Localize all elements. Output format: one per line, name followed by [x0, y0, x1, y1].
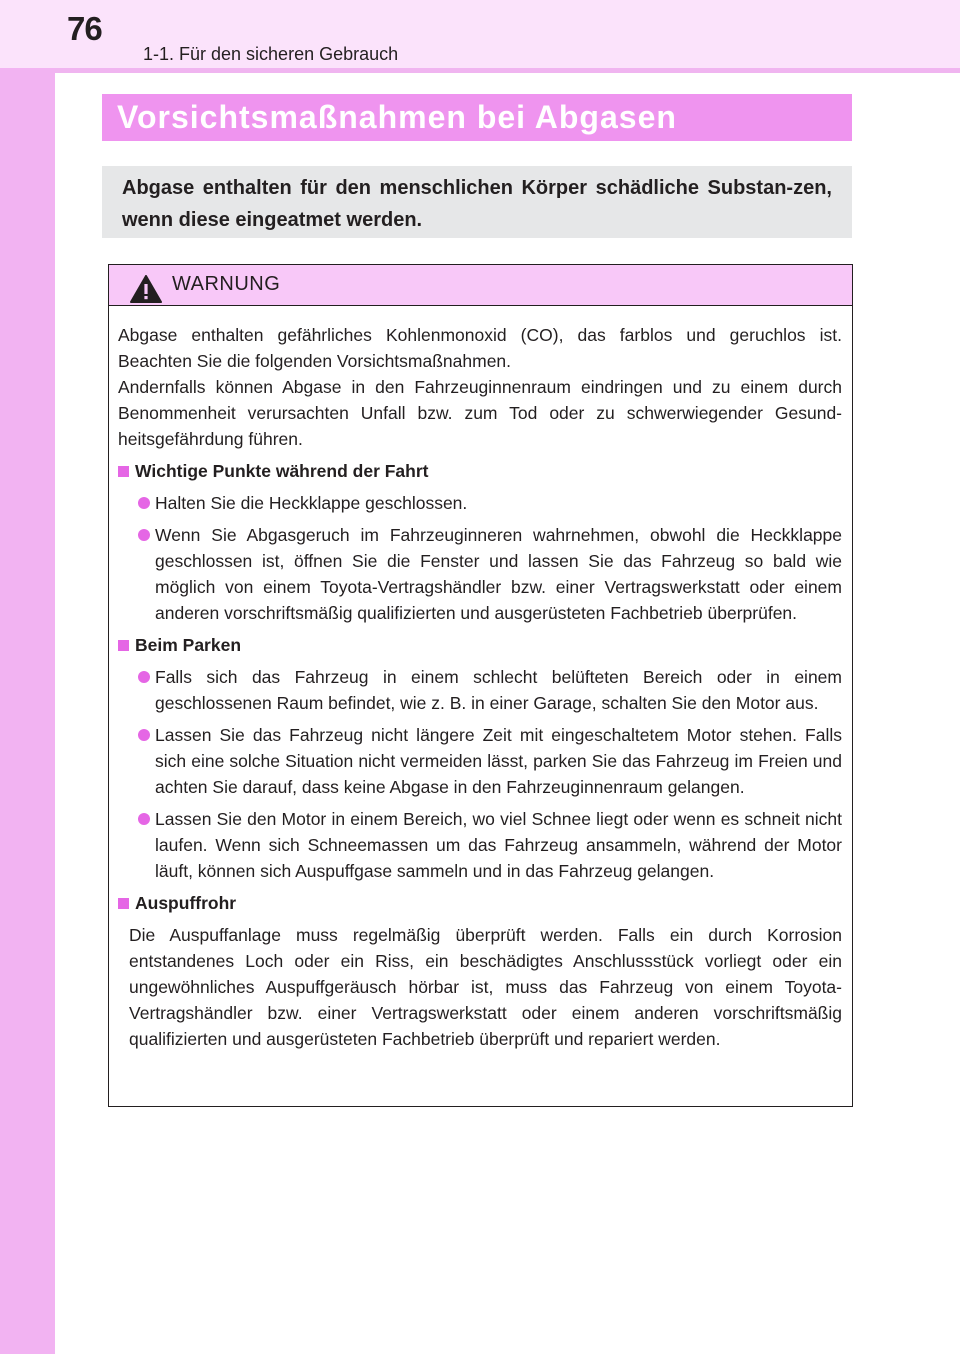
- warning-triangle-icon: [130, 275, 162, 303]
- list-item-text: Wenn Sie Abgasgeruch im Fahrzeuginneren wahrnehmen, obwohl die Heckklappe geschlossen ist, öffnen Sie die Fenster und lassen Sie das Fahrzeug so bald wie möglich von einem Toyota-Vertragshändler bzw. einer Vertragswerkstatt oder einem anderen vorschriftsmäßig qualifizierten und ausgerüsteten Fachbetrieb überprüfen.: [155, 525, 842, 623]
- warning-intro-line: Benommenheit verursachten Unfall bzw. zum Tod oder zu schwerwiegender Gesund-: [118, 403, 842, 423]
- section-title: Vorsichtsmaßnahmen bei Abgasen: [102, 94, 852, 141]
- list-item-text: Lassen Sie den Motor in einem Bereich, wo viel Schnee liegt oder wenn es schneit nicht laufen. Wenn sich Schneemassen um das Fahrzeug ansammeln, während der Motor läuft, können sich Auspuffgase sammeln und in das Fahrzeug gelangen.: [155, 809, 842, 881]
- circle-bullet-icon: [138, 497, 150, 509]
- chapter-title: 1-1. Für den sicheren Gebrauch: [143, 44, 399, 64]
- section-heading-parking: [118, 632, 842, 658]
- section-heading-driving: [118, 458, 842, 484]
- intro-text: Abgase enthalten für den menschlichen Körper schädliche Substan-zen, wenn diese eingeatmet werden.: [122, 177, 832, 231]
- warning-intro-line: heitsgefährdung führen.: [118, 429, 303, 449]
- list-item-text: Lassen Sie das Fahrzeug nicht längere Zeit mit eingeschaltetem Motor stehen. Falls sich eine solche Situation nicht vermeiden lässt, parken Sie das Fahrzeug im Freien und achten Sie darauf, dass keine Abgase in den Fahrzeuginnenraum gelangen.: [155, 725, 842, 797]
- list-item: [118, 490, 842, 516]
- section-heading-exhaust: [118, 890, 842, 916]
- square-bullet-icon: [118, 640, 129, 651]
- list-item: [118, 522, 842, 626]
- circle-bullet-icon: [138, 813, 150, 825]
- square-bullet-icon: [118, 898, 129, 909]
- warning-title: WARNUNG: [172, 273, 281, 295]
- heading-text: Beim Parken: [135, 635, 242, 655]
- warning-intro-line: Andernfalls können Abgase in den Fahrzeuginnenraum eindringen und zu einem durch: [118, 377, 842, 397]
- warning-intro-line: Beachten Sie die folgenden Vorsichtsmaßnahmen.: [118, 351, 512, 371]
- page-number: 76: [67, 10, 102, 47]
- circle-bullet-icon: [138, 529, 150, 541]
- warning-box: [108, 264, 853, 1107]
- circle-bullet-icon: [138, 729, 150, 741]
- list-item-text: Halten Sie die Heckklappe geschlossen.: [155, 493, 468, 513]
- warning-header: [109, 265, 852, 306]
- heading-text: Auspuffrohr: [135, 893, 237, 913]
- side-tab-bar: [0, 0, 55, 1354]
- list-item: [118, 664, 842, 716]
- heading-text: Wichtige Punkte während der Fahrt: [135, 461, 429, 481]
- list-item: [118, 806, 842, 884]
- circle-bullet-icon: [138, 671, 150, 683]
- square-bullet-icon: [118, 466, 129, 477]
- warning-intro-line: Abgase enthalten gefährliches Kohlenmonoxid (CO), das farblos und geruchlos ist.: [118, 325, 842, 345]
- exhaust-paragraph: Die Auspuffanlage muss regelmäßig überprüft werden. Falls ein durch Korrosion entstandenes Loch oder ein Riss, ein beschädigtes Anschlussstück vorliegt oder ein ungewöhnliches Auspuffgeräusch hörbar ist, muss das Fahrzeug von einem Toyota-Vertragshändler bzw. einer Vertragswerkstatt oder einem anderen vorschriftsmäßig qualifizierten und ausgerüsteten Fachbetrieb überprüft und repariert werden.: [129, 925, 842, 1049]
- header-rule: [55, 68, 960, 73]
- intro-box: [102, 166, 852, 238]
- warning-body: [109, 306, 852, 1052]
- list-item: [118, 722, 842, 800]
- warning-intro: [118, 322, 842, 452]
- list-item-text: Falls sich das Fahrzeug in einem schlecht belüfteten Bereich oder in einem geschlossenen Raum befindet, wie z. B. in einer Garage, schalten Sie den Motor aus.: [155, 667, 842, 713]
